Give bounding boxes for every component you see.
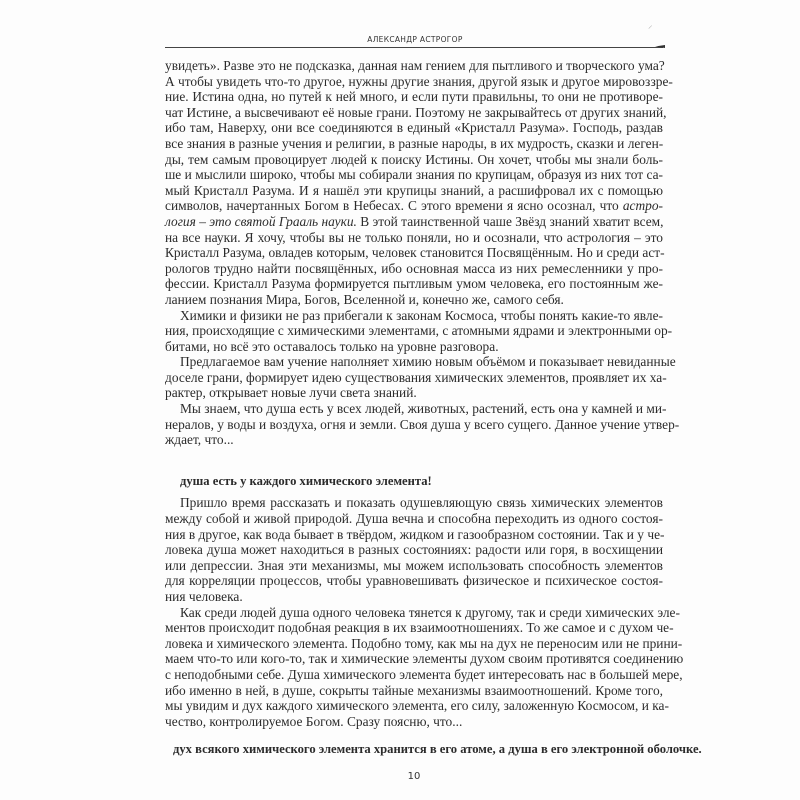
text-line: Как среди людей душа одного человека тянется к другому, так и среди химических эле-: [180, 604, 680, 620]
text-line: ния, происходящие с химическими элементами, с атомными ядрами и электронными ор-: [165, 323, 673, 339]
text-line: рактер, открывает новые лучи света знаний.: [165, 385, 417, 401]
text-line: доселе грани, формирует идею существования химических элементов, проявляет их ха-: [165, 369, 667, 385]
text-line: ждает, что...: [165, 432, 234, 448]
text-line: ибо именно в ней, в душе, сокрыты тайные механизмы взаимоотношений. Кроме того,: [165, 682, 663, 698]
text-line: увидеть». Разве это не подсказка, данная нам гением для пытливого и творческого ума?: [165, 58, 665, 73]
text-line: Пришло время рассказать и показать одушевляющую связь химических элементов: [180, 495, 663, 511]
text-line: [165, 214, 663, 230]
scan-mark: ⸝: [648, 20, 653, 30]
text-segment: В этой таинственной чаше Звёзд знаний хватит всем,: [356, 213, 664, 229]
paragraph: [165, 354, 676, 401]
text-line: чат Истине, а высвечивают её новые грани. Поэтому не закрывайтесь от других знаний,: [165, 104, 667, 120]
text-line: Мы знаем, что душа есть у всех людей, животных, растений, есть она у камней и ми-: [180, 401, 667, 417]
text-line: маем что-то или кого-то, так и химические элементы духом своим противятся соединению: [165, 651, 684, 667]
text-line: ибо там, Наверху, они все соединяются в единый «Кристалл Разума». Господь, раздав: [165, 120, 663, 136]
text-line: дух всякого химического элемента хранится в его атоме, а душа в его электронной оболочке.: [173, 742, 702, 757]
page-number: 10: [407, 771, 421, 782]
text-line: Предлагаемое вам учение наполняет химию новым объёмом и показывает невиданные: [180, 354, 676, 370]
page-body: [165, 58, 702, 758]
text-line: душа есть у каждого химического элемента!: [180, 473, 432, 488]
text-line: ния человека.: [165, 589, 243, 604]
running-title: АЛЕКСАНДР АСТРОГОР: [367, 35, 463, 44]
text-line: ние. Истина одна, но путей к ней много, и если пути правильны, то они не противоре-: [165, 89, 663, 105]
text-line: А чтобы увидеть что-то другое, нужны другие знания, другой язык и другое мировоззре-: [165, 73, 673, 89]
paragraph: [165, 401, 680, 448]
text-line: Кристалл Разума, овладев которым, человек становится Посвящённым. Но и среди аст-: [165, 245, 665, 261]
text-line: битами, но всё это оставалось только на уровне разговора.: [165, 338, 499, 354]
header-rule: [165, 47, 663, 48]
text-line: ланием познания Мира, Богов, Вселенной и, конечно же, самого себя.: [165, 291, 564, 307]
bold-statement: [165, 474, 663, 490]
text-segment: символов, начертанных Богом в Небесах. С этого времени я ясно осознал, что: [165, 198, 623, 214]
text-line: между собой и живой природой. Душа вечна и способна переходить из одного состоя-: [165, 511, 663, 527]
paragraph: [165, 307, 673, 355]
text-line: ния в другое, как вода бывает в твёрдом, жидком и газообразном состоянии. Так и у че-: [165, 526, 665, 542]
bold-statement: [165, 742, 702, 758]
text-line: фессии. Кристалл Разума формируется пытливым умом человека, его постоянным же-: [165, 276, 663, 292]
text-line: [165, 198, 663, 214]
paragraph: [165, 495, 663, 604]
text-line: ловека душа может находиться в разных состояниях: радости или горя, в восхищении: [165, 542, 663, 558]
text-line: для корреляции процессов, чтобы уравновешивать физическое и психическое состоя-: [165, 573, 663, 589]
text-line: Химики и физики не раз прибегали к законам Космоса, чтобы понять какие-то явле-: [180, 307, 663, 323]
text-line: рологов трудно найти посвящённых, ибо основная масса из них ремесленники у про-: [165, 260, 663, 276]
text-line: ше и мыслили широко, чтобы мы собирали знания по крупицам, образуя из них тот са-: [165, 167, 663, 183]
italic-text: астро-: [622, 198, 663, 214]
text-line: на все науки. Я хочу, чтобы вы не только поняли, но и осознали, что астрология – это: [165, 229, 663, 245]
paragraph: [165, 604, 684, 730]
text-line: или депрессии. Зная эти механизмы, мы можем использовать способность элементов: [165, 557, 663, 573]
text-line: ловека и химического элемента. Подобно тому, как мы на дух не переносим или не прини-: [165, 635, 683, 651]
text-line: ментов происходит подобная реакция в их взаимоотношениях. То же самое и с духом че-: [165, 620, 674, 636]
text-line: все знания в разные учения и религии, в разные народы, в их мудрость, сказки и леген-: [165, 135, 664, 151]
text-line: нералов, у воды и воздуха, огня и земли. Своя душа у всего сущего. Данное учение утвер-: [165, 416, 680, 432]
text-line: ды, тем самым провоцирует людей к поиску Истины. Он хочет, чтобы мы знали боль-: [165, 151, 663, 167]
text-line: мы увидим и дух каждого химического элемента, его силу, заложенную Космосом, и ка-: [165, 698, 669, 714]
italic-text: логия – это святой Грааль науки.: [165, 213, 357, 229]
text-line: чество, контролируемое Богом. Сразу поясню, что...: [165, 713, 463, 729]
text-line: мый Кристалл Разума. И я нашёл эти крупицы знаний, а расшифровал их с помощью: [165, 182, 663, 198]
paragraph: [165, 58, 673, 308]
text-line: с неподобными себе. Душа химического элемента будет интересовать нас в большей мере,: [165, 666, 683, 682]
